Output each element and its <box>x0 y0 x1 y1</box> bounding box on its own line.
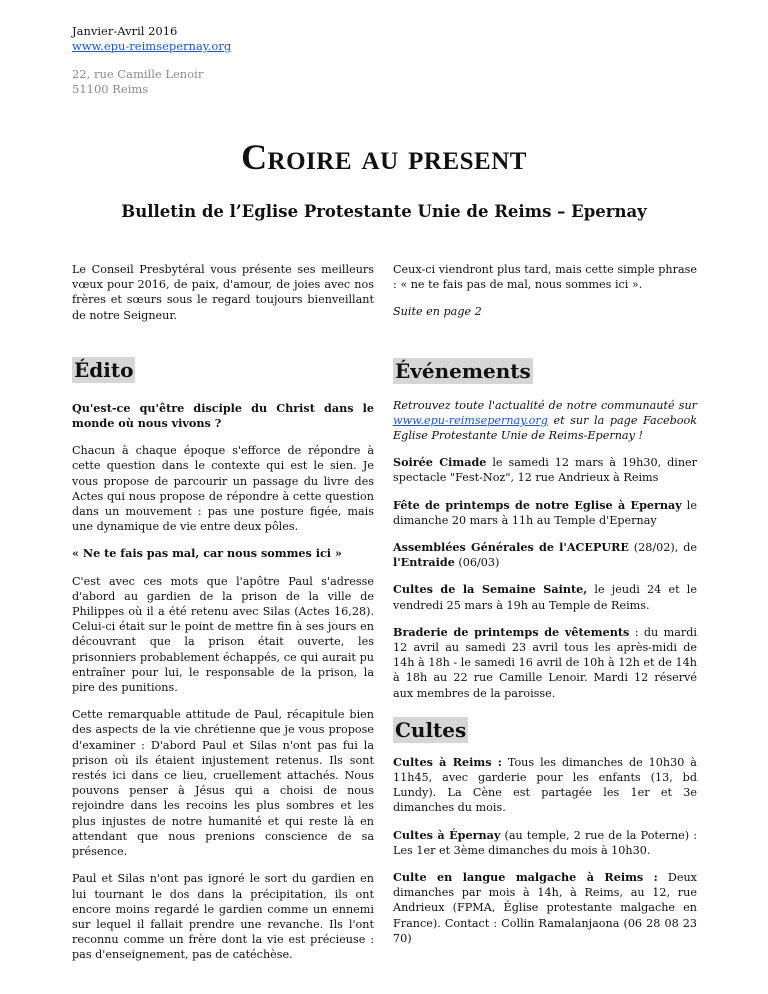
postal-address <box>72 67 203 97</box>
event-item <box>393 498 697 528</box>
continued-note: Suite en page 2 <box>393 305 482 319</box>
masthead-info <box>72 24 231 54</box>
edito-heading: Édito <box>74 357 134 382</box>
event-details: le dimanche 20 mars à 11h au Temple d'Epernay <box>393 498 697 527</box>
service-details: Deux dimanches par mois à 14h, à Reims, au 12, rue Andrieux (FPMA, Église protestante malgache en France). Contact : Collin Ramalanjaona (06 28 08 23 70) <box>393 871 697 945</box>
service-item <box>393 870 697 946</box>
newsletter-subtitle: Bulletin de l’Eglise Protestante Unie de Reims – Epernay <box>121 202 647 221</box>
address-city: 51100 Reims <box>72 82 149 96</box>
service-title: Cultes à Épernay <box>393 827 501 842</box>
left-column <box>72 262 374 975</box>
website-link[interactable]: www.epu-reimsepernay.org <box>72 39 232 53</box>
greeting-paragraph: Le Conseil Presbytéral vous présente ses meilleurs vœux pour 2016, de paix, d'amour, de joies avec nos frères et sœurs sous le regard toujours bienveillant de notre Seigneur. <box>72 263 374 322</box>
event-details: : du mardi 12 avril au samedi 23 avril tous les après-midi de 14h à 18h - le samedi 16 avril de 10h à 12h et de 14h à 18h au 22 rue Camille Lenoir. Mardi 12 réservé aux membres de la paroisse. <box>393 625 697 700</box>
edito-paragraph: Paul et Silas n'ont pas ignoré le sort du gardien en lui tournant le dos dans la précipitation, ils ont encore moins regardé le gardien comme un ennemi sur lequel il fallait prendre une revanche. Ils l'ont reconnu comme un frère dont la vie est précieuse : pas d'enseignement, pas de catéchèse. <box>72 872 374 962</box>
event-details: le samedi 12 mars à 19h30, diner spectacle "Fest-Noz", 12 rue Andrieux à Reims <box>393 456 697 485</box>
right-column <box>393 262 697 958</box>
edito-question: Qu'est-ce qu'être disciple du Christ dans le monde où nous vivons ? <box>72 400 374 431</box>
events-heading: Événements <box>395 358 531 383</box>
address-street: 22, rue Camille Lenoir <box>72 67 204 81</box>
edito-paragraph: C'est avec ces mots que l'apôtre Paul s'adresse d'abord au gardien de la prison de la ville de Philippes où il a été retenu avec Silas (Actes 16,28). Celui-ci était sur le point de mettre fin à ses jours en découvrant que la prison était ouverte, les prisonniers probablement échappés, ce qui aurait pu entraîner pour lui, le responsable de la prison, la pire des punitions. <box>72 574 374 695</box>
events-intro-text: Retrouvez toute l'actualité de notre communauté sur <box>393 398 697 412</box>
newsletter-title: Croire au present <box>241 137 527 177</box>
events-intro-text: et sur la page Facebook Eglise Protestante Unie de Reims-Epernay ! <box>393 413 697 443</box>
edito-continuation: Ceux-ci viendront plus tard, mais cette simple phrase : « ne te fais pas de mal, nous sommes ici ». <box>393 263 697 292</box>
event-item <box>393 582 697 612</box>
edito-paragraph: Cette remarquable attitude de Paul, récapitule bien des aspects de la vie chrétienne que je vous propose d'examiner : D'abord Paul et Silas n'ont pas fui la prison où ils étaient injustement retenus. Ils sont restés ici dans ce lieu, cruellement attachés. Nous pouvons penser à Jésus qui a choisi de nous rejoindre dans les recoins les plus sombres et les plus injustes de notre humanité et qui reste là en attendant que nous prenions conscience de sa présence. <box>72 708 374 859</box>
event-details: le jeudi 24 et le vendredi 25 mars à 19h au Temple de Reims. <box>393 583 697 612</box>
event-title: Assemblées Générales de l'ACEPURE <box>393 540 629 555</box>
event-item <box>393 540 697 570</box>
service-item <box>393 755 697 816</box>
service-details: (au temple, 2 rue de la Poterne) : Les 1er et 3ème dimanches du mois à 10h30. <box>393 828 698 857</box>
event-title: Braderie de printemps de vêtements <box>393 624 630 639</box>
service-title: Cultes à Reims : <box>393 754 502 769</box>
event-details: (28/02), de <box>628 541 697 555</box>
event-item <box>393 455 697 485</box>
event-title: Fête de printemps de notre Eglise à Epernay <box>393 497 682 512</box>
services-heading: Cultes <box>395 717 467 742</box>
events-website-link[interactable]: www.epu-reimsepernay.org <box>393 413 548 427</box>
event-item <box>393 625 697 701</box>
service-title: Culte en langue malgache à Reims : <box>393 870 658 885</box>
edito-paragraph: Chacun à chaque époque s'efforce de répondre à cette question dans le contexte qui est le sien. Je vous propose de parcourir un passage du livre des Actes qui nous propose de répondre à cette question dans un mouvement : pas une posture figée, mais une dynamique de vie entre deux pôles. <box>72 444 374 534</box>
event-details: (06/03) <box>454 556 500 570</box>
service-item <box>393 828 697 858</box>
service-details: Tous les dimanches de 10h30 à 11h45, avec garderie pour les enfants (13, bd Lundy). La Cène est partagée les 1er et 3e dimanches du mois. <box>393 755 697 815</box>
events-intro <box>393 398 697 444</box>
edito-quote: « Ne te fais pas mal, car nous sommes ici » <box>72 546 342 561</box>
issue-date: Janvier-Avril 2016 <box>72 24 178 38</box>
event-title: l'Entraide <box>393 555 455 570</box>
event-title: Soirée Cimade <box>393 455 487 470</box>
event-title: Cultes de la Semaine Sainte, <box>393 582 588 597</box>
